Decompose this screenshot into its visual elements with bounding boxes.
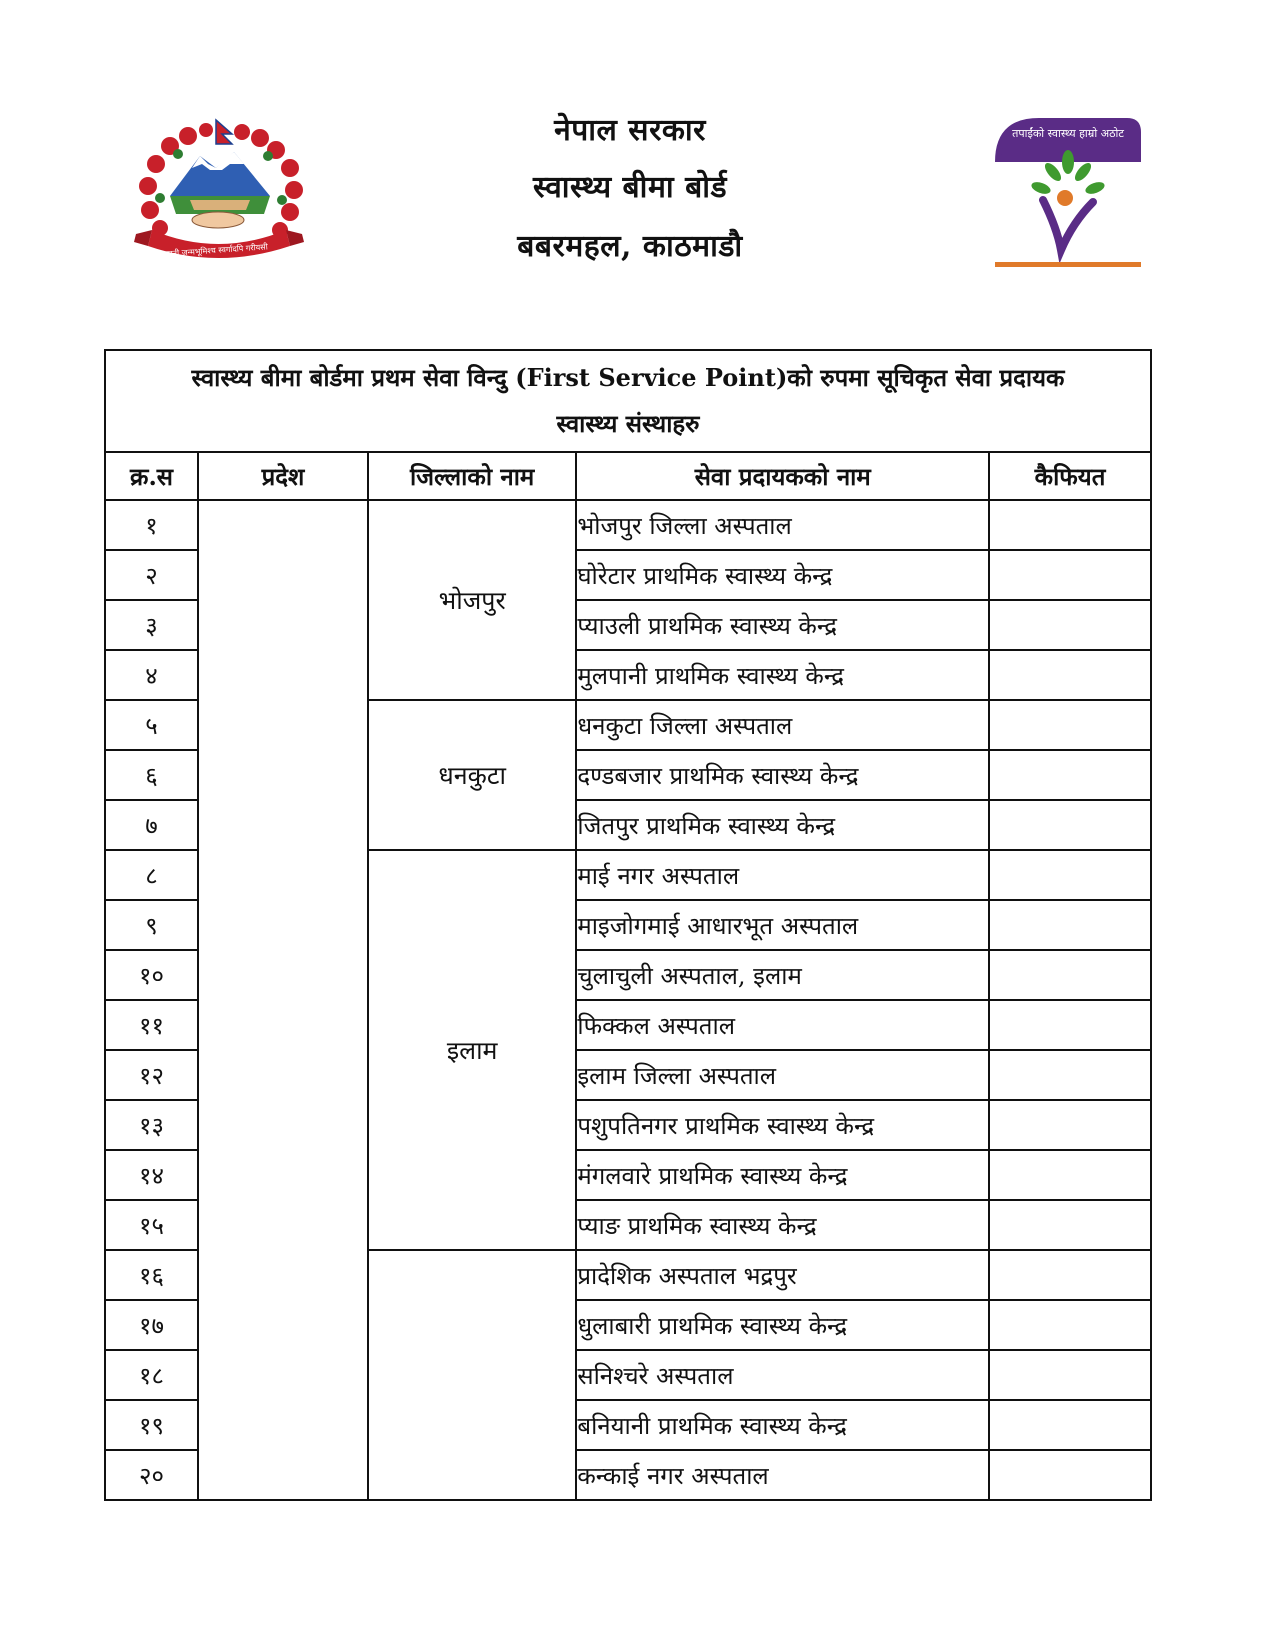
cell-remarks [989,700,1151,750]
cell-sn: २० [105,1450,198,1500]
header-line-1: नेपाल सरकार [554,113,706,148]
cell-provider: प्याउली प्राथमिक स्वास्थ्य केन्द्र [576,600,989,650]
cell-provider: प्याङ प्राथमिक स्वास्थ्य केन्द्र [576,1200,989,1250]
cell-sn: ६ [105,750,198,800]
cell-provider: धनकुटा जिल्ला अस्पताल [576,700,989,750]
cell-sn: १७ [105,1300,198,1350]
header-sn: क्र.स [105,452,198,500]
cell-provider: कन्काई नगर अस्पताल [576,1450,989,1500]
cell-remarks [989,750,1151,800]
cell-sn: १३ [105,1100,198,1150]
nepal-emblem-icon [130,118,305,263]
table-title-line-2: स्वास्थ्य संस्थाहरु [556,409,700,438]
cell-provider: माइजोगमाई आधारभूत अस्पताल [576,900,989,950]
cell-provider: भोजपुर जिल्ला अस्पताल [576,500,989,550]
cell-remarks [989,900,1151,950]
cell-remarks [989,1200,1151,1250]
cell-sn: १५ [105,1200,198,1250]
cell-remarks [989,1100,1151,1150]
header-district: जिल्लाको नाम [368,452,576,500]
cell-remarks [989,1350,1151,1400]
service-providers-table [104,349,1152,1501]
table-title-line-1: स्वास्थ्य बीमा बोर्डमा प्रथम सेवा विन्दु (First Service Point)को रुपमा सूचिकृत सेवा प्रदायक [191,363,1065,392]
cell-remarks [989,800,1151,850]
cell-provider: प्रादेशिक अस्पताल भद्रपुर [576,1250,989,1300]
cell-provider: चुलाचुली अस्पताल, इलाम [576,950,989,1000]
cell-remarks [989,850,1151,900]
cell-district-ilam: इलाम [368,850,576,1250]
cell-remarks [989,1450,1151,1500]
header-remarks: कैफियत [989,452,1151,500]
cell-provider: मुलपानी प्राथमिक स्वास्थ्य केन्द्र [576,650,989,700]
cell-province [198,500,368,1500]
cell-remarks [989,550,1151,600]
cell-remarks [989,1000,1151,1050]
cell-provider: मंगलवारे प्राथमिक स्वास्थ्य केन्द्र [576,1150,989,1200]
cell-sn: १८ [105,1350,198,1400]
cell-provider: बनियानी प्राथमिक स्वास्थ्य केन्द्र [576,1400,989,1450]
header-line-3: बबरमहल, काठमाडौ [517,229,743,264]
cell-provider: धुलाबारी प्राथमिक स्वास्थ्य केन्द्र [576,1300,989,1350]
cell-remarks [989,1300,1151,1350]
cell-provider: जितपुर प्राथमिक स्वास्थ्य केन्द्र [576,800,989,850]
cell-provider: माई नगर अस्पताल [576,850,989,900]
cell-sn: ११ [105,1000,198,1050]
table-row [105,500,1151,550]
cell-provider: फिक्कल अस्पताल [576,1000,989,1050]
cell-remarks [989,1150,1151,1200]
logo-arc-text: तपाईंको स्वास्थ्य हाम्रो अठोट [1012,127,1124,140]
cell-district-continued [368,1250,576,1500]
header-provider: सेवा प्रदायकको नाम [576,452,989,500]
cell-sn: २ [105,550,198,600]
cell-provider: घोरेटार प्राथमिक स्वास्थ्य केन्द्र [576,550,989,600]
cell-sn: १६ [105,1250,198,1300]
cell-sn: ३ [105,600,198,650]
emblem-motto: जननी जन्मभूमिश्च स्वर्गादपि गरीयसी [161,242,269,259]
table-header-row [105,452,1151,500]
header-province: प्रदेश [198,452,368,500]
cell-remarks [989,1050,1151,1100]
table-title [105,350,1151,452]
cell-remarks [989,1400,1151,1450]
cell-provider: दण्डबजार प्राथमिक स्वास्थ्य केन्द्र [576,750,989,800]
cell-sn: १४ [105,1150,198,1200]
cell-provider: पशुपतिनगर प्राथमिक स्वास्थ्य केन्द्र [576,1100,989,1150]
cell-sn: ४ [105,650,198,700]
cell-remarks [989,500,1151,550]
cell-sn: ७ [105,800,198,850]
cell-remarks [989,650,1151,700]
cell-remarks [989,1250,1151,1300]
cell-provider: इलाम जिल्ला अस्पताल [576,1050,989,1100]
cell-remarks [989,950,1151,1000]
cell-sn: १० [105,950,198,1000]
cell-sn: १ [105,500,198,550]
cell-sn: ९ [105,900,198,950]
cell-sn: १९ [105,1400,198,1450]
cell-district-dhankuta: धनकुटा [368,700,576,850]
cell-sn: ८ [105,850,198,900]
cell-remarks [989,600,1151,650]
cell-district-bhojpur: भोजपुर [368,500,576,700]
cell-sn: १२ [105,1050,198,1100]
header-line-2: स्वास्थ्य बीमा बोर्ड [532,170,728,205]
cell-provider: सनिश्चरे अस्पताल [576,1350,989,1400]
cell-sn: ५ [105,700,198,750]
